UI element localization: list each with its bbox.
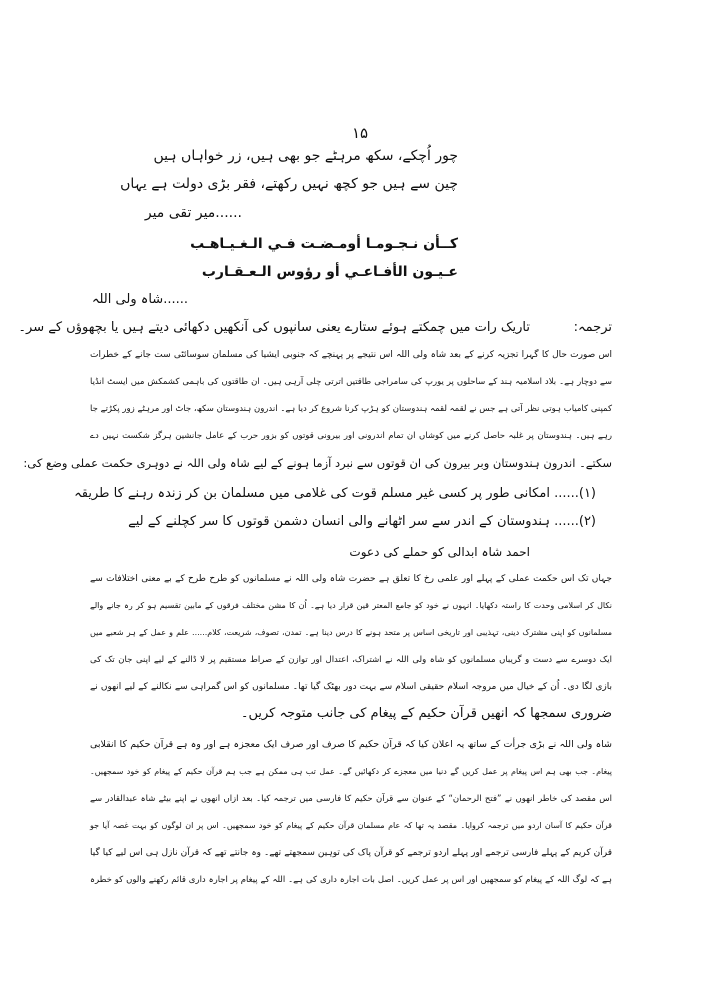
paragraph-2-line-5: بازی لگا دی۔ اُن کے خیال میں مروجہ اسلام حقیقی اسلام سے بہت دور بھٹک گیا تھا۔ مسلمانوں کو اس گمراہی سے نکالنے کے لیے انھوں نے <box>90 682 612 692</box>
paragraph-1-line-5: سکتے۔ اندرون ہندوستان وبر بیرون کی ان قوتوں سے نبرد آزما ہونے کے لیے شاہ ولی اللہ نے دوہری حکمت عملی وضع کی: <box>23 456 612 470</box>
paragraph-1-line-3: کمپنی کامیاب ہوتی نظر آتی ہے جس نے لقمہ لقمہ ہندوستان کو ہڑپ کرنا شروع کر دیا ہے۔ اندرون ہندوستان سکھ، جاٹ اور مرہٹے زور پکڑتے جا <box>90 404 612 414</box>
paragraph-3-line-5: قرآن کریم کے پہلے فارسی ترجمے اور پہلے اردو ترجمے کو قرآن پاک کی توہین سمجھتے تھے۔ وہ جانتے تھے کہ قرآن نازل ہی اس لیے کیا گیا <box>90 848 612 858</box>
translation-text: تاریک رات میں چمکتے ہوئے ستارے یعنی سانپوں کی آنکھیں دکھائی دیتے ہیں یا بچھوؤں کے سر۔ <box>18 320 530 335</box>
paragraph-3-line-2: پیغام۔ جب بھی ہم اس پیغام پر عمل کریں گے دنیا میں معجزے کر دکھائیں گے۔ عمل تب ہی ممکن ہے جب ہم قرآن حکیم کے پیغام کو خود سمجھیں۔ <box>90 767 612 776</box>
list-item-1: (۱)...... امکانی طور پر کسی غیر مسلم قوت کی غلامی میں مسلمان بن کر زندہ رہنے کا طریقہ <box>74 486 596 501</box>
paragraph-2-line-4: ایک دوسرے سے دست و گریباں مسلمانوں کو شاہ ولی اللہ نے اشتراک، اعتدال اور توازن کے صراط مستقیم پر لا ڈالنے کے لیے اپنی جان تک کی <box>90 655 612 665</box>
paragraph-1-line-1: اس صورت حال کا گہرا تجزیہ کرنے کے بعد شاہ ولی اللہ اس نتیجے پر پہنچے کہ جنوبی ایشیا کی مسلمان سوسائٹی ست جانے کے خطرات <box>90 350 612 360</box>
section-heading: احمد شاہ ابدالی کو حملے کی دعوت <box>349 545 530 559</box>
arabic-verse-line-1: كــأن نـجـومـا أومـضـت فـي الـغـيـاهـب <box>190 236 458 252</box>
paragraph-2-line-1: جہاں تک اس حکمت عملی کے پہلے اور علمی رخ کا تعلق ہے حضرت شاہ ولی اللہ نے مسلمانوں کو طرح طرح کے بے معنی اختلافات سے <box>90 574 612 584</box>
paragraph-2-line-6: ضروری سمجھا کہ انھیں قرآن حکیم کے پیغام کی جانب متوجہ کریں۔ <box>240 706 612 721</box>
paragraph-3-line-6: ہے کہ لوگ اللہ کے پیغام کو سمجھیں اور اس پر عمل کریں۔ اصل بات اجارہ داری کی ہے۔ اللہ کے پیغام پر اجارہ داری قائم رکھنے والوں کو خطرہ <box>90 875 612 885</box>
paragraph-1-line-2: سے دوچار ہے۔ بلاد اسلامیہ ہند کے ساحلوں پر یورپ کی سامراجی طاقتیں اترتی چلی آرہی ہیں۔ ان طاقتوں کی باہمی کشمکش میں ایسٹ انڈیا <box>90 377 612 387</box>
paragraph-2-line-2: نکال کر اسلامی وحدت کا راستہ دکھایا۔ انہوں نے خود کو جامع المعتر قین قرار دیا ہے۔ اُن کا مشن مختلف فرقوں کے مابین تقسیم ہو کر رہ جانے والے <box>90 601 612 610</box>
paragraph-2-line-3: مسلمانوں کو اپنی مشترک دینی، تہذیبی اور تاریخی اساس پر متحد ہونے کا درس دینا ہے۔ تمدن، تصوف، شریعت، کلام...... علم و عمل کے ہر شعبے میں <box>90 628 612 637</box>
poem-line-2: چین سے ہیں جو کچھ نہیں رکھتے، فقر بڑی دولت ہے یہاں <box>120 176 458 192</box>
page-number: ۱۵ <box>351 124 369 142</box>
paragraph-1-line-4: رہے ہیں۔ ہندوستان پر غلبہ حاصل کرنے میں کوشاں ان تمام اندرونی اور بیرونی قوتوں کو بزور حرب کے عامل جانشین ہرگز شکست نہیں دے <box>90 431 612 441</box>
poem-attribution: ......میر تقی میر <box>144 205 242 221</box>
paragraph-3-line-3: اس مقصد کی خاطر انھوں نے ”فتح الرحمان“ کے عنوان سے قرآن حکیم کا فارسی میں ترجمہ کیا۔ بعد ازاں انھوں نے اپنے بیٹے شاہ عبدالقادر سے <box>90 794 612 804</box>
arabic-verse-line-2: عـيـون الأفـاعـي أو رؤوس الـعـقـارب <box>201 264 458 280</box>
paragraph-3-line-1: شاہ ولی اللہ نے بڑی جرأت کے ساتھ یہ اعلان کیا کہ قرآن حکیم کا صرف اور صرف ایک معجزہ ہے اور وہ ہے قرآن حکیم کا انقلابی <box>90 739 612 750</box>
translation-label: ترجمہ: <box>573 320 612 335</box>
list-item-2: (۲)...... ہندوستان کے اندر سے سر اٹھانے والی انسان دشمن قوتوں کا سر کچلنے کے لیے <box>128 514 596 529</box>
poem-line-1: چور اُچکے، سکھ مرہٹے جو بھی ہیں، زر خواہاں ہیں <box>153 148 458 164</box>
paragraph-3-line-4: قرآن حکیم کا آسان اردو میں ترجمہ کروایا۔ مقصد یہ تھا کہ عام مسلمان قرآن حکیم کے پیغام کو خود سمجھیں۔ اس پر ان لوگوں کو بہت غصہ آیا جو <box>90 821 612 830</box>
arabic-attribution: ......شاہ ولی اللہ <box>91 292 188 307</box>
